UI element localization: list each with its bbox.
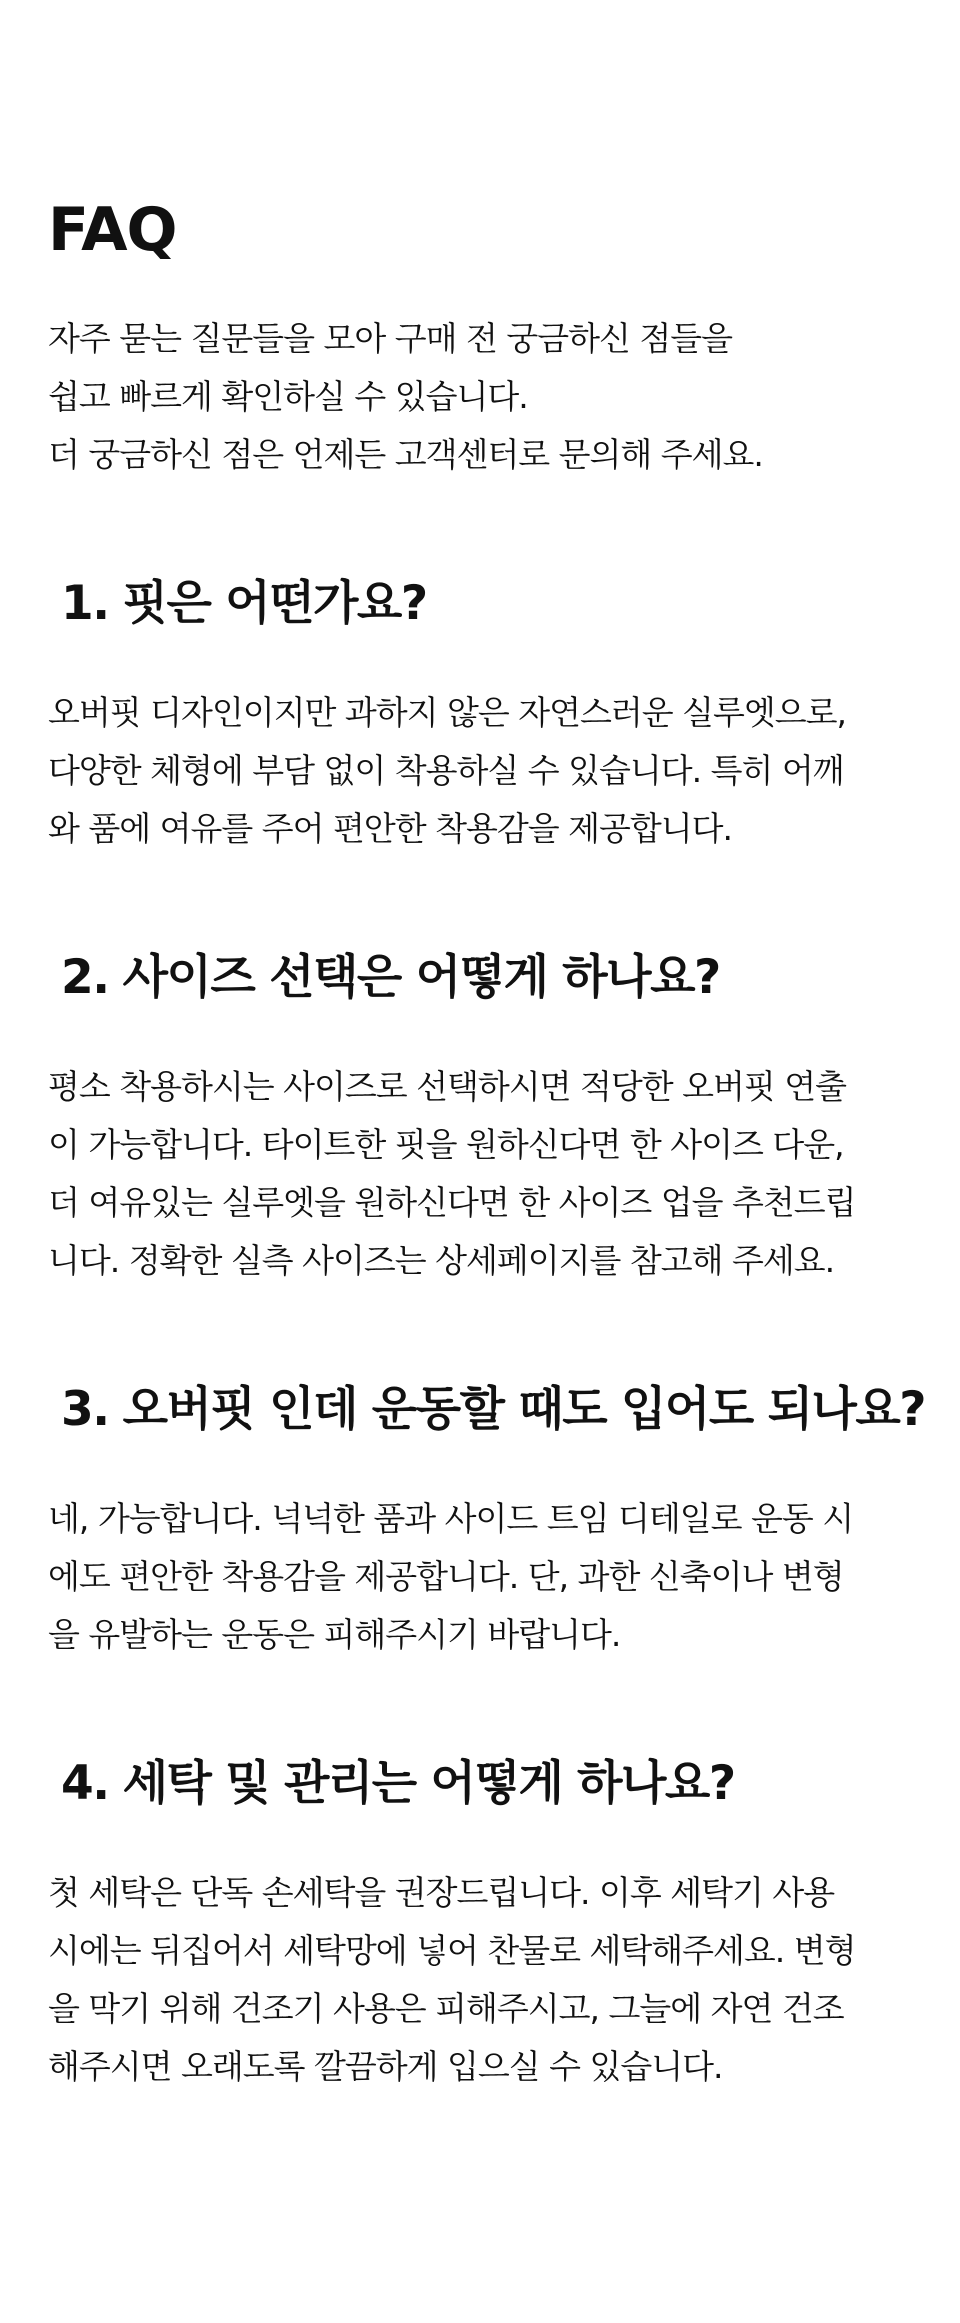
faq-answer (48, 1490, 912, 1664)
faq-question-number: 3. (61, 1382, 109, 1437)
faq-answer-line: 니다. 정확한 실측 사이즈는 상세페이지를 참고해 주세요. (48, 1241, 835, 1280)
faq-question-text: 오버핏 인데 운동할 때도 입어도 되나요? (122, 1382, 926, 1437)
faq-answer-line: 더 여유있는 실루엣을 원하신다면 한 사이즈 업을 추천드립 (48, 1183, 856, 1222)
intro-line: 쉽고 빠르게 확인하실 수 있습니다. (48, 377, 528, 416)
faq-answer-line: 에도 편안한 착용감을 제공합니다. 단, 과한 신축이나 변형 (48, 1557, 844, 1596)
intro-line: 더 궁금하신 점은 언제든 고객센터로 문의해 주세요. (48, 435, 763, 474)
faq-question-text: 세탁 및 관리는 어떻게 하나요? (122, 1756, 735, 1811)
faq-item-exercise (48, 1378, 926, 1664)
faq-answer-line: 을 막기 위해 건조기 사용은 피해주시고, 그늘에 자연 건조 (48, 1989, 844, 2028)
faq-question-number: 4. (61, 1756, 109, 1811)
faq-answer-line: 을 유발하는 운동은 피해주시기 바랍니다. (48, 1615, 621, 1654)
faq-answer-line: 첫 세탁은 단독 손세탁을 권장드립니다. 이후 세탁기 사용 (48, 1873, 835, 1912)
faq-answer (48, 1864, 912, 2096)
faq-answer-line: 시에는 뒤집어서 세탁망에 넣어 찬물로 세탁해주세요. 변형 (48, 1931, 856, 1970)
intro-text (48, 310, 912, 484)
faq-answer (48, 1058, 912, 1290)
faq-list (48, 572, 926, 2096)
faq-question-text: 사이즈 선택은 어떻게 하나요? (122, 950, 720, 1005)
page-title: FAQ (48, 195, 177, 265)
faq-question-number: 1. (61, 576, 109, 631)
faq-question (48, 572, 912, 636)
faq-question (48, 1752, 912, 1816)
faq-question-number: 2. (61, 950, 109, 1005)
faq-question (48, 946, 912, 1010)
faq-question-text: 핏은 어떤가요? (122, 576, 427, 631)
faq-answer-line: 다양한 체형에 부담 없이 착용하실 수 있습니다. 특히 어깨 (48, 751, 844, 790)
faq-item-size (48, 946, 912, 1290)
faq-answer (48, 684, 912, 858)
faq-answer-line: 오버핏 디자인이지만 과하지 않은 자연스러운 실루엣으로, (48, 693, 847, 732)
faq-item-fit (48, 572, 912, 858)
faq-answer-line: 네, 가능합니다. 넉넉한 품과 사이드 트임 디테일로 운동 시 (48, 1499, 854, 1538)
faq-answer-line: 평소 착용하시는 사이즈로 선택하시면 적당한 오버핏 연출 (48, 1067, 847, 1106)
faq-answer-line: 이 가능합니다. 타이트한 핏을 원하신다면 한 사이즈 다운, (48, 1125, 844, 1164)
faq-answer-line: 와 품에 여유를 주어 편안한 착용감을 제공합니다. (48, 809, 732, 848)
intro-line: 자주 묻는 질문들을 모아 구매 전 궁금하신 점들을 (48, 319, 732, 358)
faq-item-care (48, 1752, 912, 2096)
faq-answer-line: 해주시면 오래도록 깔끔하게 입으실 수 있습니다. (48, 2047, 723, 2086)
faq-question (48, 1378, 926, 1442)
